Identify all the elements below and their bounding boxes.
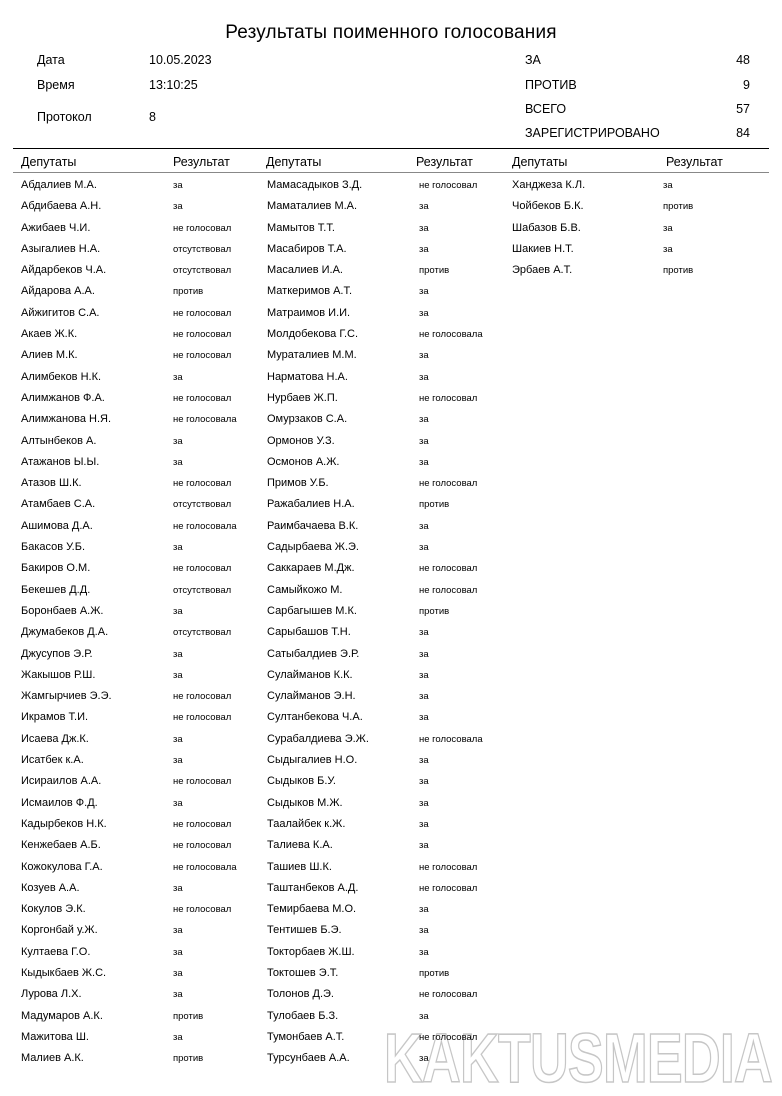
deputy-name: Култаева Г.О. [21, 945, 91, 958]
deputy-name: Атажанов Ы.Ы. [21, 455, 100, 468]
deputy-name: Раимбачаева В.К. [267, 519, 359, 532]
vote-result: не голосовал [419, 1031, 478, 1043]
vote-result: за [173, 456, 183, 468]
vote-result: за [419, 371, 429, 383]
session-meta [37, 53, 237, 133]
vote-result: за [419, 1053, 429, 1065]
vote-result: за [663, 180, 673, 191]
deputy-name: Шабазов Б.В. [512, 221, 581, 234]
deputy-name: Токторбаев Ж.Ш. [267, 945, 355, 958]
vote-result: против [173, 1010, 204, 1022]
deputy-name: Алимжанова Н.Я. [21, 413, 112, 426]
deputy-name: Ажибаев Ч.И. [21, 221, 91, 234]
header-deputies-1: Депутаты [21, 155, 77, 169]
deputy-name: Ашимова Д.А. [21, 519, 93, 532]
vote-result: против [419, 499, 450, 511]
vote-result: за [419, 542, 429, 554]
header-deputies-3: Депутаты [512, 155, 568, 169]
vote-result: против [419, 967, 450, 979]
vote-result: за [419, 925, 429, 937]
deputy-name: Атазов Ш.К. [21, 477, 82, 490]
deputy-name: Масалиев И.А. [267, 264, 343, 277]
watermark-logo [382, 1014, 774, 1094]
deputy-name: Ражабалиев Н.А. [267, 498, 355, 511]
deputy-name: Бекешев Д.Д. [21, 583, 91, 596]
vote-result: за [419, 904, 429, 916]
time-value: 13:10:25 [149, 78, 198, 92]
deputy-name: Абдалиев М.А. [21, 179, 97, 191]
deputy-name: Тумонбаев А.Т. [267, 1030, 345, 1043]
deputy-name: Лурова Л.Х. [21, 988, 82, 1001]
deputy-name: Самыйкожо М. [267, 583, 343, 596]
deputy-name: Бакасов У.Б. [21, 541, 86, 554]
deputy-name: Атамбаев С.А. [21, 498, 96, 511]
vote-result: не голосовал [173, 350, 232, 362]
vote-result: за [663, 243, 673, 255]
vote-result: за [419, 307, 429, 319]
vote-result: не голосовала [419, 329, 483, 341]
vote-result: за [419, 755, 429, 767]
watermark-text: KAKTUSMEDIA [384, 1019, 772, 1094]
vote-summary [525, 53, 750, 153]
vote-result: против [173, 1053, 204, 1065]
deputy-name: Толонов Д.Э. [267, 988, 334, 1001]
deputy-name: Масабиров Т.А. [267, 242, 347, 255]
deputy-name: Турсунбаев А.А. [267, 1052, 350, 1065]
vote-result: за [419, 691, 429, 703]
vote-result: не голосовал [173, 840, 232, 852]
vote-result: за [419, 243, 429, 255]
vote-result: за [173, 435, 183, 447]
deputy-name: Исмаилов Ф.Д. [21, 796, 98, 809]
vote-result: за [173, 542, 183, 554]
deputy-name: Ормонов У.З. [267, 434, 335, 447]
vote-result: отсутствовал [173, 627, 232, 639]
vote-result: за [419, 776, 429, 788]
deputy-name: Исаева Дж.К. [21, 732, 89, 745]
vote-result: не голосовала [173, 861, 237, 873]
deputy-name: Мураталиев М.М. [267, 349, 357, 362]
deputy-name: Талиева К.А. [267, 839, 333, 852]
deputy-name: Эрбаев А.Т. [512, 264, 573, 277]
vote-result: не голосовал [173, 478, 232, 490]
vote-result: не голосовал [173, 329, 232, 341]
deputy-name: Примов У.Б. [267, 477, 329, 490]
vote-result: за [419, 201, 429, 213]
deputy-name: Чойбеков Б.К. [512, 200, 584, 213]
deputy-name: Кыдыкбаев Ж.С. [21, 966, 107, 979]
deputy-name: Акаев Ж.К. [21, 328, 78, 341]
vote-result: за [419, 286, 429, 298]
vote-result: не голосовал [419, 180, 478, 191]
deputy-name: Малиев А.К. [21, 1052, 84, 1065]
vote-result: не голосовал [173, 712, 232, 724]
deputy-name: Нарматова Н.А. [267, 370, 348, 383]
registered-label: ЗАРЕГИСТРИРОВАНО [525, 126, 660, 140]
vote-result: за [173, 755, 183, 767]
vote-result: за [173, 967, 183, 979]
deputy-name: Султанбекова Ч.А. [267, 711, 363, 724]
deputy-name: Садырбаева Ж.Э. [267, 541, 359, 554]
vsego-label: ВСЕГО [525, 102, 567, 116]
deputy-name: Джусупов Э.Р. [21, 647, 93, 660]
vote-result: за [173, 882, 183, 894]
deputy-name: Нурбаев Ж.П. [267, 391, 338, 404]
header-divider [13, 172, 769, 173]
deputy-name: Козуев А.А. [21, 881, 80, 894]
vote-result: не голосовал [173, 392, 232, 404]
deputy-name: Сарбагышев М.К. [267, 604, 357, 617]
deputy-name: Маткеримов А.Т. [267, 285, 353, 298]
vote-result: против [173, 286, 204, 298]
protocol-label: Протокол [37, 110, 92, 124]
protiv-value: 9 [743, 78, 750, 92]
deputy-name: Исатбек к.А. [21, 754, 84, 767]
vote-result: не голосовал [173, 563, 232, 575]
deputy-name: Алтынбеков А. [21, 434, 97, 447]
vote-result: не голосовал [173, 776, 232, 788]
deputy-name: Айдарбеков Ч.А. [21, 264, 107, 277]
deputy-name: Боронбаев А.Ж. [21, 604, 104, 617]
deputy-name: Кокулов Э.К. [21, 903, 86, 916]
vote-result: за [419, 840, 429, 852]
vote-result: за [419, 1010, 429, 1022]
deputy-name: Ташиев Ш.К. [267, 860, 332, 873]
deputy-name: Сулайманов К.К. [267, 668, 353, 681]
vote-result: за [419, 456, 429, 468]
table-header [0, 155, 782, 171]
deputy-name: Кенжебаев А.Б. [21, 839, 101, 852]
vote-result: за [173, 605, 183, 617]
vote-result: не голосовала [419, 733, 483, 745]
deputy-name: Таштанбеков А.Д. [267, 881, 359, 894]
vote-result: за [173, 1031, 183, 1043]
header-result-2: Результат [416, 155, 473, 169]
deputy-name: Сулайманов Э.Н. [267, 690, 356, 703]
header-result-1: Результат [173, 155, 230, 169]
deputy-name: Сыдыков Б.У. [267, 775, 336, 788]
vote-result: отсутствовал [173, 265, 232, 277]
vote-result: за [419, 797, 429, 809]
vote-result: за [173, 669, 183, 681]
protocol-value: 8 [149, 110, 156, 124]
vote-result: не голосовал [173, 818, 232, 830]
vote-result: за [419, 669, 429, 681]
vote-result: не голосовал [173, 904, 232, 916]
vote-result: не голосовал [173, 691, 232, 703]
vote-result: за [173, 989, 183, 1001]
vote-result: против [663, 201, 694, 213]
vote-result: не голосовал [419, 478, 478, 490]
vote-result: за [173, 925, 183, 937]
header-result-3: Результат [666, 155, 723, 169]
time-label: Время [37, 78, 75, 92]
deputy-name: Саккараев М.Дж. [267, 562, 355, 575]
vote-result: против [419, 265, 450, 277]
vote-result: не голосовал [419, 989, 478, 1001]
deputy-name: Осмонов А.Ж. [267, 455, 340, 468]
deputy-name: Исираилов А.А. [21, 775, 102, 788]
vote-result: за [419, 435, 429, 447]
vsego-value: 57 [736, 102, 750, 116]
vote-result: за [663, 222, 673, 234]
deputy-name: Абдибаева А.Н. [21, 200, 102, 213]
vote-result: за [173, 180, 183, 191]
vote-result: за [419, 222, 429, 234]
date-value: 10.05.2023 [149, 53, 212, 67]
deputy-name: Темирбаева М.О. [267, 903, 357, 916]
vote-result: не голосовала [173, 520, 237, 532]
deputy-name: Ханджеза К.Л. [512, 179, 586, 191]
registered-value: 84 [736, 126, 750, 140]
vote-result: не голосовала [173, 414, 237, 426]
deputy-name: Мадумаров А.К. [21, 1009, 103, 1022]
vote-result: не голосовал [419, 882, 478, 894]
vote-result: не голосовал [419, 584, 478, 596]
deputy-name: Омурзаков С.А. [267, 413, 348, 426]
deputy-name: Коргонбай у.Ж. [21, 924, 98, 937]
za-value: 48 [736, 53, 750, 67]
deputy-name: Жакышов Р.Ш. [21, 668, 96, 681]
deputy-name: Джумабеков Д.А. [21, 626, 109, 639]
vote-result: за [419, 350, 429, 362]
vote-result: за [419, 818, 429, 830]
protiv-label: ПРОТИВ [525, 78, 577, 92]
deputy-name: Кадырбеков Н.К. [21, 817, 107, 830]
deputy-name: Сыдыгалиев Н.О. [267, 754, 358, 767]
deputy-name: Таалайбек к.Ж. [267, 817, 346, 830]
vote-result: за [419, 712, 429, 724]
vote-result: не голосовал [419, 563, 478, 575]
deputy-name: Азыгалиев Н.А. [21, 242, 101, 255]
deputy-name: Айдарова А.А. [21, 285, 95, 298]
vote-result: за [419, 627, 429, 639]
deputy-name: Кожокулова Г.А. [21, 860, 103, 873]
deputy-name: Икрамов Т.И. [21, 711, 89, 724]
deputy-name: Сыдыков М.Ж. [267, 796, 343, 809]
deputy-name: Тентишев Б.Э. [267, 924, 342, 937]
vote-result: против [663, 265, 694, 277]
deputy-name: Матраимов И.И. [267, 306, 351, 319]
vote-result: за [419, 946, 429, 958]
deputy-name: Маматалиев М.А. [267, 200, 358, 213]
deputy-name: Тулобаев Б.З. [267, 1009, 339, 1022]
deputy-name: Алиев М.К. [21, 349, 78, 362]
vote-result: против [419, 605, 450, 617]
vote-result: за [173, 648, 183, 660]
deputy-name: Сарыбашов Т.Н. [267, 626, 351, 639]
vote-result: не голосовал [419, 861, 478, 873]
deputy-name: Токтошев Э.Т. [267, 966, 339, 979]
vote-result: не голосовал [419, 392, 478, 404]
vote-result: отсутствовал [173, 499, 232, 511]
deputy-name: Жамгырчиев Э.Э. [21, 690, 112, 703]
deputy-name: Мамасадыков З.Д. [267, 179, 363, 191]
deputy-name: Бакиров О.М. [21, 562, 91, 575]
vote-result: отсутствовал [173, 243, 232, 255]
document-title: Результаты поименного голосования [225, 22, 557, 43]
deputy-name: Шакиев Н.Т. [512, 242, 574, 255]
vote-result: отсутствовал [173, 584, 232, 596]
vote-result: за [173, 201, 183, 213]
vote-result: не голосовал [173, 222, 232, 234]
top-divider [13, 148, 769, 149]
deputy-name: Мамытов Т.Т. [267, 221, 335, 234]
deputy-name: Алимбеков Н.К. [21, 370, 102, 383]
date-label: Дата [37, 53, 65, 67]
vote-result: за [419, 648, 429, 660]
vote-result: за [173, 371, 183, 383]
deputy-name: Алимжанов Ф.А. [21, 391, 105, 404]
vote-result: за [419, 414, 429, 426]
vote-result: за [419, 520, 429, 532]
deputy-name: Айжигитов С.А. [21, 306, 100, 319]
vote-result: за [173, 946, 183, 958]
za-label: ЗА [525, 53, 541, 67]
vote-result: за [173, 797, 183, 809]
vote-result: не голосовал [173, 307, 232, 319]
deputy-name: Мажитова Ш. [21, 1030, 89, 1043]
deputy-name: Сатыбалдиев Э.Р. [267, 647, 360, 660]
deputy-name: Сурабалдиева Э.Ж. [267, 732, 369, 745]
vote-result: за [173, 733, 183, 745]
header-deputies-2: Депутаты [266, 155, 322, 169]
deputy-name: Молдобекова Г.С. [267, 328, 359, 341]
